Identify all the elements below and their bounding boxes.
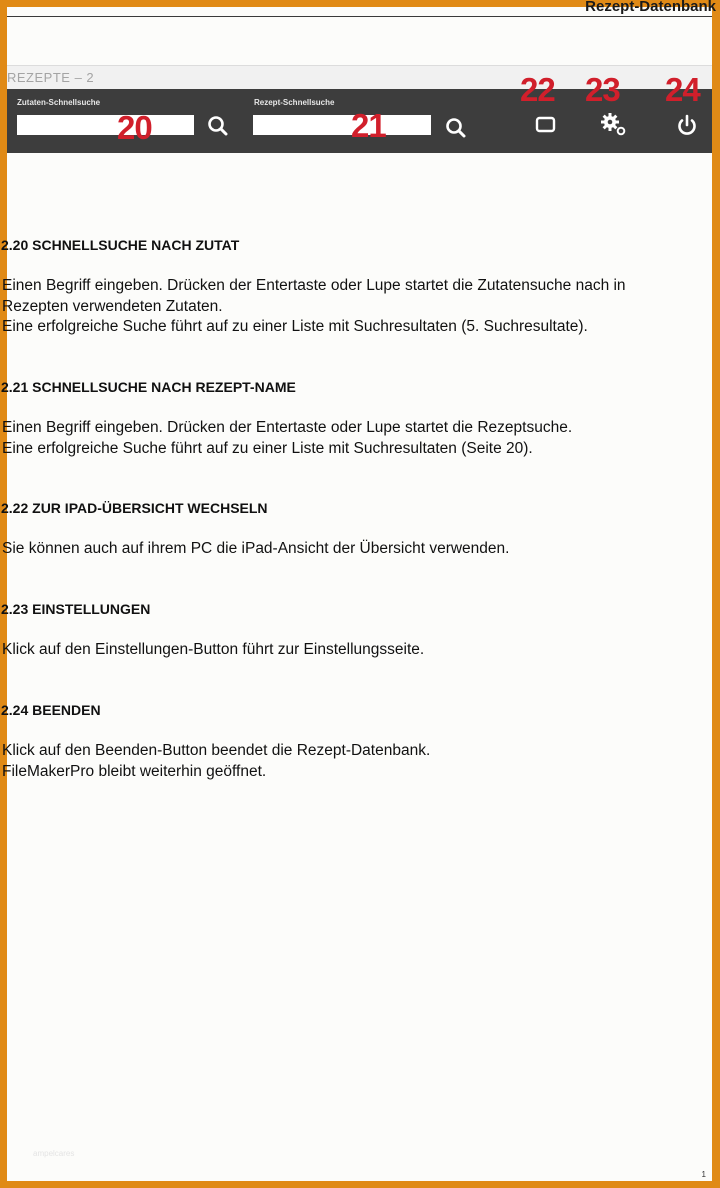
callout-22: 22 [520,71,555,108]
section-body [2,418,712,459]
callout-21: 21 [351,107,386,144]
section-heading: 2.21 SCHNELLSUCHE NACH REZEPT-NAME [1,379,296,395]
callout-23: 23 [585,71,620,108]
section-2-20 [1,236,712,338]
document-page [1,0,716,1181]
app-screenshot [7,65,712,159]
ingredient-search-input[interactable] [17,115,194,135]
paragraph-line: Rezepten verwendeten Zutaten. [2,297,223,315]
recipe-search-button[interactable] [443,115,469,141]
paragraph-line: Einen Begriff eingeben. Drücken der Entertaste oder Lupe startet die Zutatensuche nach in [2,277,626,294]
header-rule [7,16,712,17]
section-2-22 [1,499,712,560]
section-heading: 2.22 ZUR IPAD-ÜBERSICHT WECHSELN [1,500,268,516]
settings-button[interactable] [598,109,626,137]
recipe-search-input[interactable] [253,115,431,135]
section-body [2,640,712,661]
power-icon [673,111,701,139]
paragraph-line: Einen Begriff eingeben. Drücken der Entertaste oder Lupe startet die Rezeptsuche. [2,419,573,436]
window-title: REZEPTE – 2 [7,70,95,85]
ingredient-search-button[interactable] [205,113,231,139]
footer-watermark: ampelcares [33,1149,75,1158]
paragraph-line: Eine erfolgreiche Suche führt auf zu einer Liste mit Suchresultaten (Seite 20). [2,439,533,457]
document-header-title: Rezept-Datenbank [585,0,716,15]
callout-20: 20 [117,109,152,146]
ipad-view-icon [532,111,560,139]
paragraph-line: FileMakerPro bleibt weiterhin geöffnet. [2,762,267,780]
callout-24: 24 [665,71,700,108]
section-heading: 2.20 SCHNELLSUCHE NACH ZUTAT [1,237,240,253]
section-body [2,539,712,560]
section-2-21 [1,378,712,459]
ingredient-search-label: Zutaten-Schnellsuche [17,98,101,107]
paragraph-line: Klick auf den Beenden-Button beendet die Rezept-Datenbank. [2,742,431,759]
section-body [2,276,712,338]
search-icon [443,115,469,141]
section-2-24 [1,701,712,782]
paragraph-line: Klick auf den Einstellungen-Button führt zur Einstellungsseite. [2,641,425,658]
section-body [2,741,712,782]
ipad-view-button[interactable] [532,111,560,139]
search-icon [205,113,231,139]
section-2-23 [1,600,712,661]
section-heading: 2.23 EINSTELLUNGEN [1,601,151,617]
quit-button[interactable] [673,111,701,139]
settings-gears-icon [598,109,630,141]
recipe-search-label: Rezept-Schnellsuche [254,98,335,107]
section-heading: 2.24 BEENDEN [1,702,101,718]
paragraph-line: Eine erfolgreiche Suche führt auf zu einer Liste mit Suchresultaten (5. Suchresultate). [2,318,588,335]
paragraph-line: Sie können auch auf ihrem PC die iPad-Ansicht der Übersicht verwenden. [2,540,510,557]
page-number: 1 [701,1170,706,1179]
